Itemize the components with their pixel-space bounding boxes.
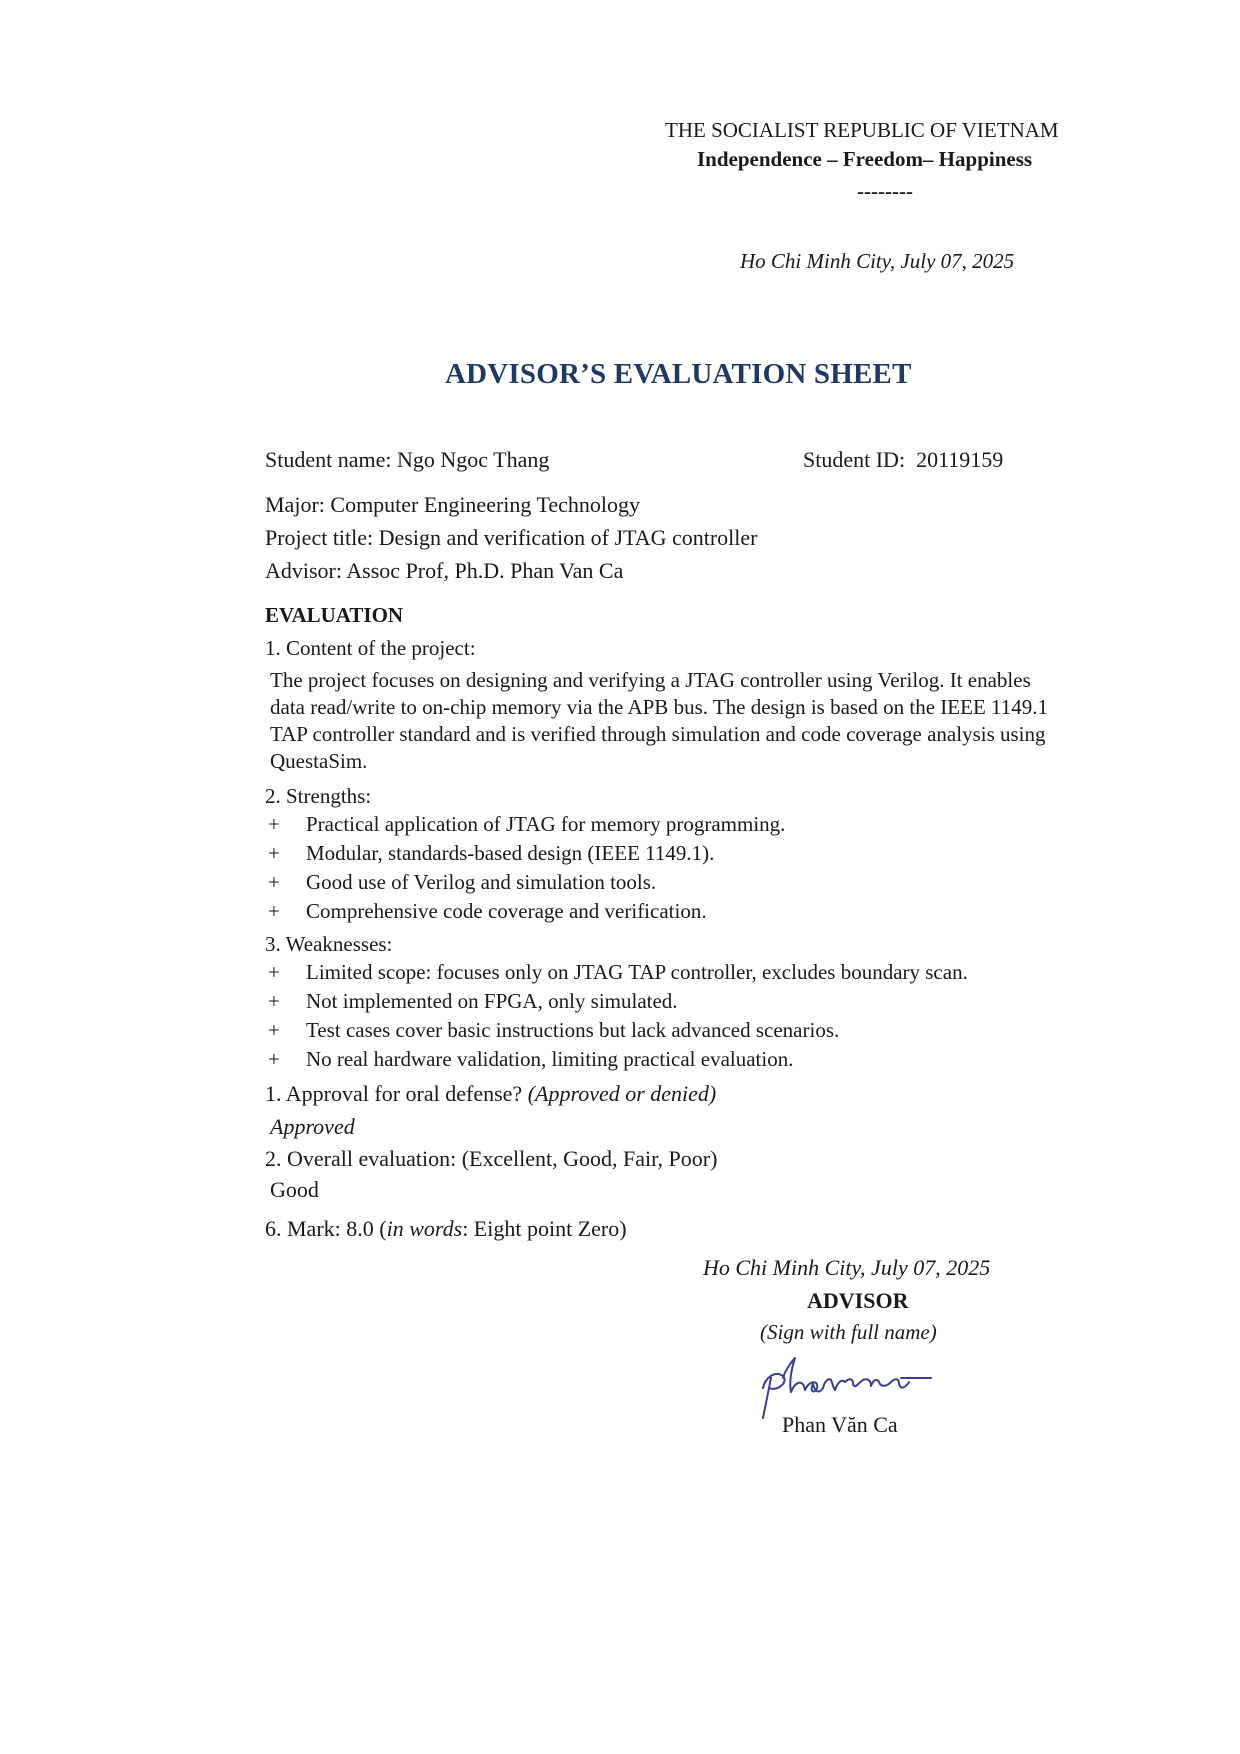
content-line: TAP controller standard and is verified through simulation and code coverage analysis using	[270, 722, 1046, 746]
major-label: Major:	[265, 492, 325, 517]
strength-text: Practical application of JTAG for memory programming.	[306, 812, 786, 836]
advisor-value: Assoc Prof, Ph.D. Phan Van Ca	[346, 558, 624, 583]
student-name: Ngo Ngoc Thang	[396, 447, 550, 472]
student-name-label: Student name:	[265, 447, 392, 472]
strengths-list	[268, 812, 1168, 932]
project-title-value: Design and verification of JTAG controller	[378, 525, 758, 550]
signature-name: Phan Văn Ca	[782, 1412, 898, 1437]
bullet-marker: +	[268, 812, 280, 836]
overall-question: 2. Overall evaluation: (Excellent, Good, Fair, Poor)	[265, 1146, 718, 1171]
project-title-row	[265, 525, 758, 551]
strength-text: Modular, standards-based design (IEEE 1149.1).	[306, 841, 715, 865]
content-paragraph	[270, 667, 1048, 775]
weakness-text: Test cases cover basic instructions but lack advanced scenarios.	[306, 1018, 840, 1042]
national-motto: Independence – Freedom– Happiness	[697, 147, 1033, 171]
signature-scribble	[755, 1348, 935, 1420]
content-heading: 1. Content of the project:	[265, 636, 476, 660]
content-line: The project focuses on designing and verifying a JTAG controller using Verilog. It enables	[270, 668, 1031, 692]
signature-instruction: (Sign with full name)	[760, 1320, 937, 1344]
major-row	[265, 492, 640, 518]
content-line: QuestaSim.	[270, 749, 368, 773]
weaknesses-list	[268, 960, 1168, 1080]
bullet-marker: +	[268, 870, 280, 894]
bullet-marker: +	[268, 960, 280, 984]
weaknesses-heading: 3. Weaknesses:	[265, 932, 393, 956]
student-name-row	[265, 447, 549, 473]
bullet-marker: +	[268, 899, 280, 923]
approval-row	[265, 1081, 716, 1107]
mark-prefix: 6. Mark: 8.0 (	[265, 1216, 387, 1241]
approval-options: (Approved or denied)	[527, 1081, 717, 1106]
strengths-heading: 2. Strengths:	[265, 784, 372, 808]
strength-text: Good use of Verilog and simulation tools.	[306, 870, 657, 894]
mark-row	[265, 1216, 627, 1242]
weakness-text: Limited scope: focuses only on JTAG TAP controller, excludes boundary scan.	[306, 960, 968, 984]
handwritten-signature	[755, 1348, 935, 1420]
content-line: data read/write to on-chip memory via the APB bus. The design is based on the IEEE 1149.1	[270, 695, 1049, 719]
signature-place-date: Ho Chi Minh City, July 07, 2025	[703, 1255, 991, 1280]
bullet-marker: +	[268, 989, 280, 1013]
student-id-label: Student ID:	[803, 447, 906, 472]
strength-text: Comprehensive code coverage and verification.	[306, 899, 707, 923]
approval-value: Approved	[270, 1114, 355, 1139]
mark-words-label: in words	[386, 1216, 463, 1241]
student-id-row	[803, 447, 1003, 473]
approval-question: 1. Approval for oral defense?	[265, 1081, 523, 1106]
header-place-date: Ho Chi Minh City, July 07, 2025	[740, 249, 1015, 273]
major-value: Computer Engineering Technology	[330, 492, 641, 517]
advisor-label: Advisor:	[265, 558, 342, 583]
overall-value: Good	[270, 1177, 319, 1202]
weakness-text: Not implemented on FPGA, only simulated.	[306, 989, 678, 1013]
bullet-marker: +	[268, 1047, 280, 1071]
weakness-text: No real hardware validation, limiting practical evaluation.	[306, 1047, 794, 1071]
page-title: ADVISOR’S EVALUATION SHEET	[445, 358, 912, 390]
header-separator: --------	[857, 179, 913, 203]
mark-suffix: : Eight point Zero)	[462, 1216, 627, 1241]
country-name: THE SOCIALIST REPUBLIC OF VIETNAM	[665, 118, 1059, 142]
evaluation-heading: EVALUATION	[265, 603, 404, 627]
bullet-marker: +	[268, 1018, 280, 1042]
student-id: 20119159	[916, 447, 1004, 472]
project-title-label: Project title:	[265, 525, 374, 550]
bullet-marker: +	[268, 841, 280, 865]
advisor-row	[265, 558, 623, 584]
signature-role: ADVISOR	[807, 1288, 909, 1313]
